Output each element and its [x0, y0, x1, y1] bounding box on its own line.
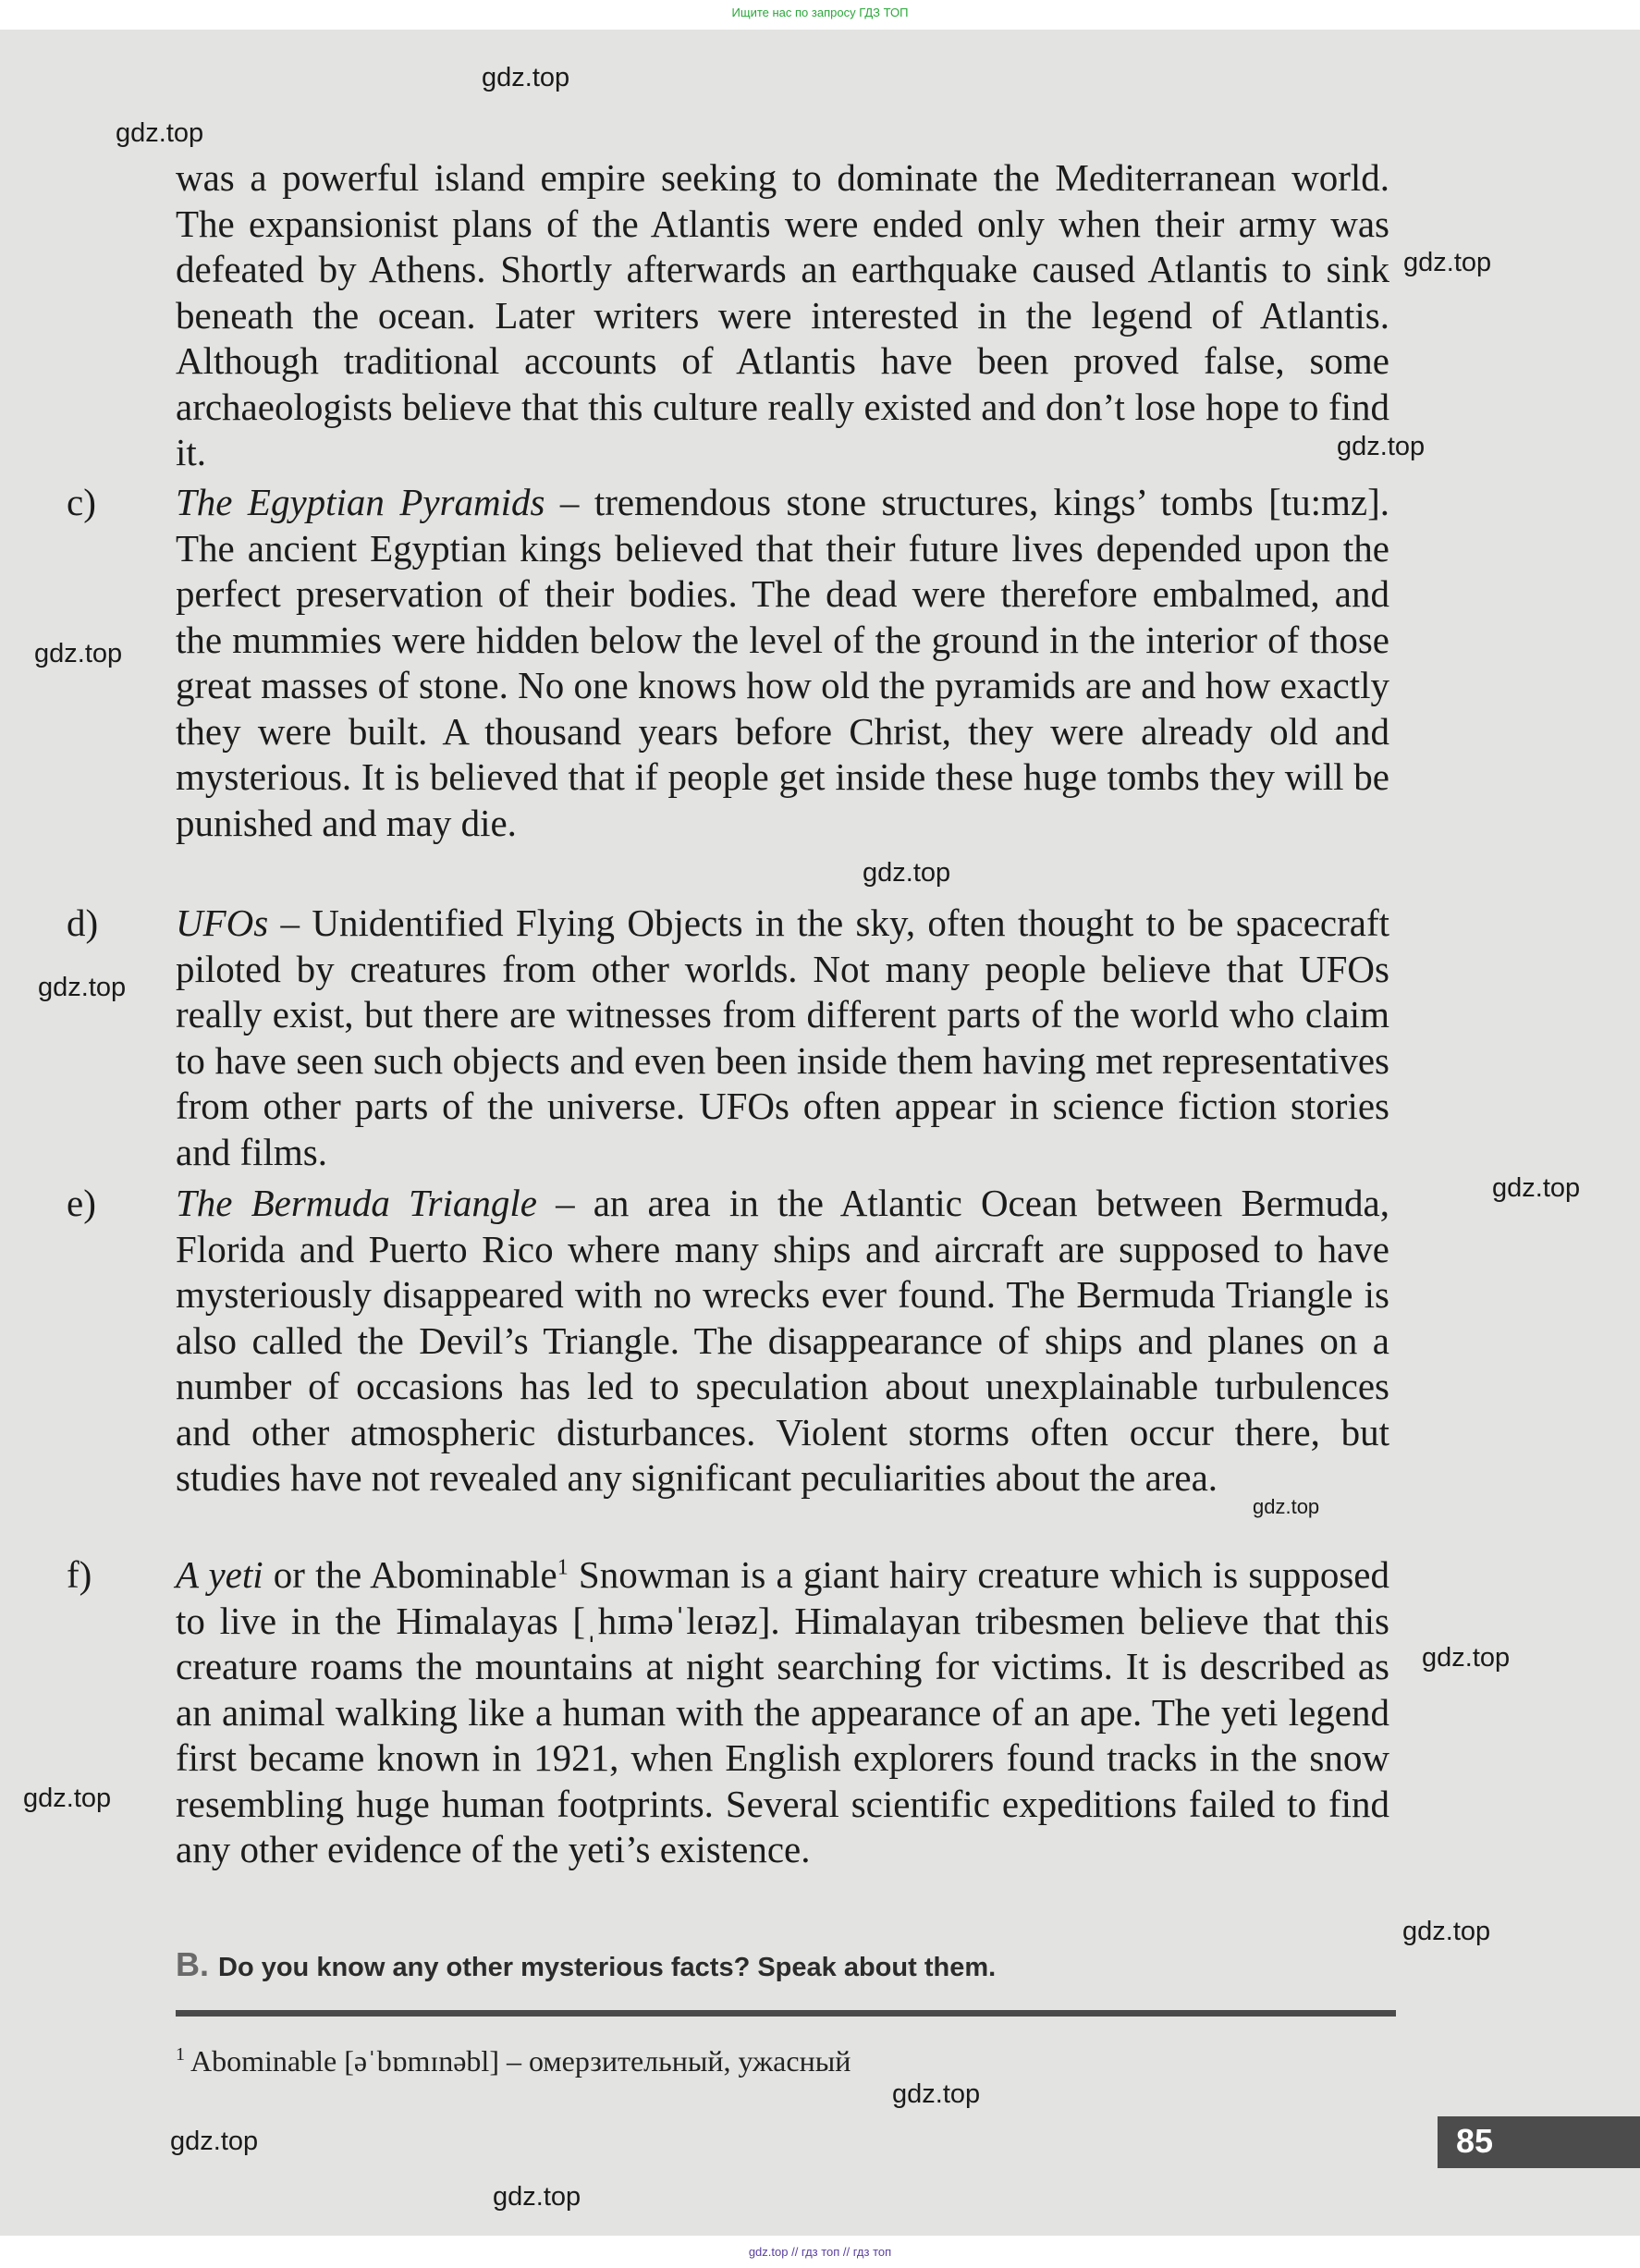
watermark: gdz.top	[892, 2079, 981, 2109]
watermark: gdz.top	[1403, 248, 1492, 277]
watermark: gdz.top	[116, 118, 204, 148]
footnote-number: 1	[176, 2044, 185, 2066]
paragraph-b-text: was a powerful island empire seeking to dominate the Mediterranean world. The expansionist plans of the Atlantis were ended only when their army was defeated by Athens. Shortly afterwards an earthquake caused Atlantis to sink beneath the ocean. Later writers were interested in the legend of Atlantis. Although traditional accounts of Atlantis have been proved false, some archaeologists believe that this culture really existed and don’t lose hope to find it.	[176, 156, 1389, 473]
paragraph-f	[176, 1552, 1389, 1873]
watermark: gdz.top	[38, 973, 127, 1002]
task-b	[176, 1945, 996, 1984]
footnote-ref: 1	[557, 1555, 569, 1580]
watermark: gdz.top	[34, 639, 123, 668]
watermark: gdz.top	[1422, 1643, 1511, 1673]
item-letter-c: c)	[67, 481, 96, 523]
bottom-banner	[0, 2236, 1640, 2268]
footnote-text: Abominable [əˈbɒmɪnəbl] – омерзительный, ужасный	[190, 2044, 851, 2078]
paragraph-d-text: – Unidentified Flying Objects in the sky, often thought to be spacecraft piloted by creatures from other worlds. Not many people believe that UFOs really exist, but there are witnesses from different parts of the world who claim to have seen such objects and even been inside them having met representatives from other parts of the universe. UFOs often appear in science fiction stories and films.	[176, 901, 1389, 1173]
item-letter-f: f)	[67, 1553, 92, 1596]
paragraph-d	[176, 901, 1389, 1175]
page-number-tab	[1438, 2116, 1640, 2168]
top-banner	[0, 0, 1640, 30]
paragraph-c	[176, 480, 1389, 846]
watermark: gdz.top	[863, 858, 951, 888]
watermark: gdz.top	[1402, 1917, 1491, 1946]
watermark: gdz.top	[170, 2127, 259, 2156]
paragraph-f-text-before: or the Abominable	[263, 1553, 557, 1596]
watermark: gdz.top	[493, 2182, 581, 2212]
task-b-text: Do you know any other mysterious facts? Speak about them.	[218, 1953, 997, 1982]
term-bermuda-triangle: The Bermuda Triangle	[176, 1182, 537, 1224]
paragraph-e-text: – an area in the Atlantic Ocean between Bermuda, Florida and Puerto Rico where many ships and aircraft are supposed to have mysteriously disappeared with no wrecks ever found. The Bermuda Triangle is also called the Devil’s Triangle. The disappearance of ships and planes on a number of occasions has led to speculation about unexplainable turbulences and other atmospheric disturbances. Violent storms often occur there, but studies have not revealed any significant peculiarities about the area.	[176, 1182, 1389, 1499]
watermark: gdz.top	[482, 63, 570, 92]
paragraph-c-text: – tremendous stone structures, kings’ tombs [tu:mz]. The ancient Egyptian kings believed that their future lives depended upon the perfect preservation of their bodies. The dead were therefore embalmed, and the mummies were hidden below the level of the ground in the interior of those great masses of stone. No one knows how old the pyramids are and how exactly they were built. A thousand years before Christ, they were already old and mysterious. It is believed that if people get inside these huge tombs they will be punished and may die.	[176, 481, 1389, 844]
term-egyptian-pyramids: The Egyptian Pyramids	[176, 481, 545, 523]
top-banner-text: Ищите нас по запросу ГДЗ ТОП	[731, 6, 909, 19]
footnote-divider	[176, 2010, 1396, 2017]
task-b-label: B.	[176, 1945, 209, 1983]
paragraph-b-continued	[176, 155, 1389, 476]
term-yeti: A yeti	[176, 1553, 263, 1596]
item-letter-e: e)	[67, 1182, 96, 1224]
term-ufos: UFOs	[176, 901, 269, 944]
paragraph-e	[176, 1181, 1389, 1502]
page-number: 85	[1456, 2122, 1494, 2160]
watermark: gdz.top	[1492, 1173, 1581, 1203]
watermark: gdz.top	[1253, 1495, 1320, 1518]
watermark: gdz.top	[23, 1784, 112, 1813]
item-letter-d: d)	[67, 901, 99, 944]
bottom-banner-text: gdz.top // гдз топ // гдз топ	[748, 2245, 892, 2259]
paragraph-f-text: Snowman is a giant hairy creature which is supposed to live in the Himalayas [ˌhɪməˈleɪəz]. Himalayan tribesmen believe that this creature roams the mountains at night searching for victims. It is described as an animal walking like a human with the appearance of an ape. The yeti legend first became known in 1921, when English explorers found tracks in the snow resembling huge human footprints. Several scientific expeditions failed to find any other evidence of the yeti’s existence.	[176, 1553, 1389, 1870]
watermark: gdz.top	[1337, 432, 1426, 461]
footnote	[176, 2044, 851, 2078]
